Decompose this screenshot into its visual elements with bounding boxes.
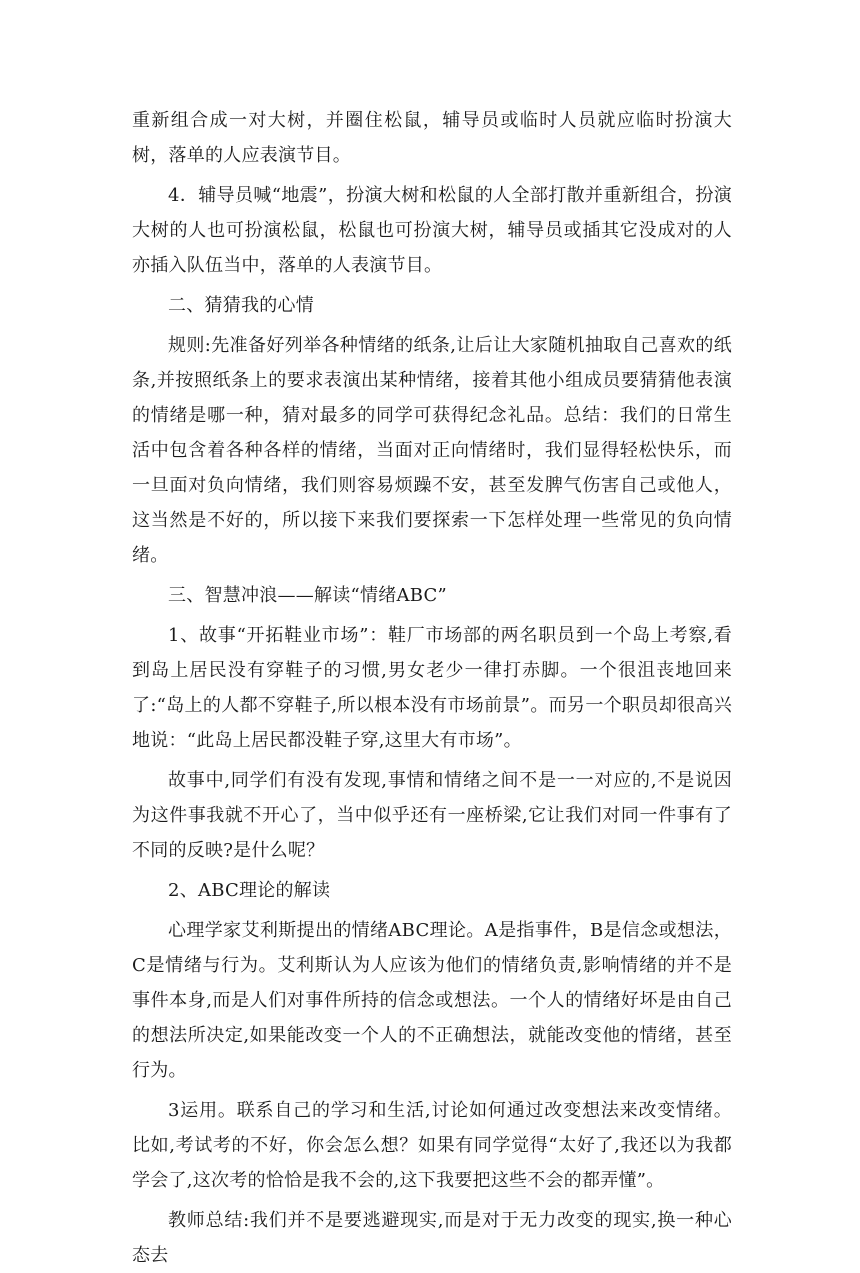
paragraph-teacher-summary: 教师总结:我们并不是要逃避现实,而是对于无力改变的现实,换一种心态去: [132, 1210, 732, 1266]
section-heading-emotion-abc: 三、智慧冲浪——解读“情绪ABC”: [168, 585, 447, 606]
document-body: [132, 103, 732, 1273]
paragraph-guess-mood-rules: 规则:先准备好列举各种情绪的纸条,让后让大家随机抽取自己喜欢的纸条,并按照纸条上的要求表演出某种情绪，接着其他小组成员要猜猜他表演的情绪是哪一种，猜对最多的同学可获得纪念礼品。总结：我们的日常生活中包含着各种各样的情绪，当面对正向情绪时，我们显得轻松快乐，而一旦面对负向情绪，我们则容易烦躁不安，甚至发脾气伤害自己或他人，这当然是不好的，所以接下来我们要探索一下怎样处理一些常见的负向情绪。: [132, 335, 732, 566]
paragraph-shoe-market-story: 1、故事“开拓鞋业市场”：鞋厂市场部的两名职员到一个岛上考察,看到岛上居民没有穿鞋子的习惯,男女老少一律打赤脚。一个很沮丧地回来了:“岛上的人都不穿鞋子,所以根本没有市场前景”。而另一个职员却很高兴地说：“此岛上居民都没鞋子穿,这里大有市场”。: [132, 625, 732, 751]
paragraph-application: 3运用。联系自己的学习和生活,讨论如何通过改变想法来改变情绪。比如,考试考的不好，你会怎么想？如果有同学觉得“太好了,我还以为我都学会了,这次考的恰恰是我不会的,这下我要把这些不会的都弄懂”。: [132, 1100, 732, 1191]
paragraph-earthquake-rule: 4．辅导员喊“地震”，扮演大树和松鼠的人全部打散并重新组合，扮演大树的人也可扮演松鼠，松鼠也可扮演大树，辅导员或插其它没成对的人亦插入队伍当中，落单的人表演节目。: [132, 185, 732, 276]
section-heading-guess-my-mood: 二、猜猜我的心情: [168, 295, 314, 316]
paragraph-story-reflection: 故事中,同学们有没有发现,事情和情绪之间不是一一对应的,不是说因为这件事我就不开心了，当中似乎还有一座桥梁,它让我们对同一件事有了不同的反映?是什么呢？: [132, 770, 732, 861]
paragraph-abc-theory-explained: 心理学家艾利斯提出的情绪ABC理论。A是指事件，B是信念或想法，C是情绪与行为。艾利斯认为人应该为他们的情绪负责,影响情绪的并不是事件本身,而是人们对事件所持的信念或想法。一个人的情绪好坏是由自己的想法所决定,如果能改变一个人的不正确想法，就能改变他的情绪，甚至行为。: [132, 920, 732, 1081]
paragraph-continued-game-rule: 重新组合成一对大树，并圈住松鼠，辅导员或临时人员就应临时扮演大树，落单的人应表演节目。: [132, 110, 732, 166]
subheading-abc-theory: 2、ABC理论的解读: [168, 880, 331, 901]
